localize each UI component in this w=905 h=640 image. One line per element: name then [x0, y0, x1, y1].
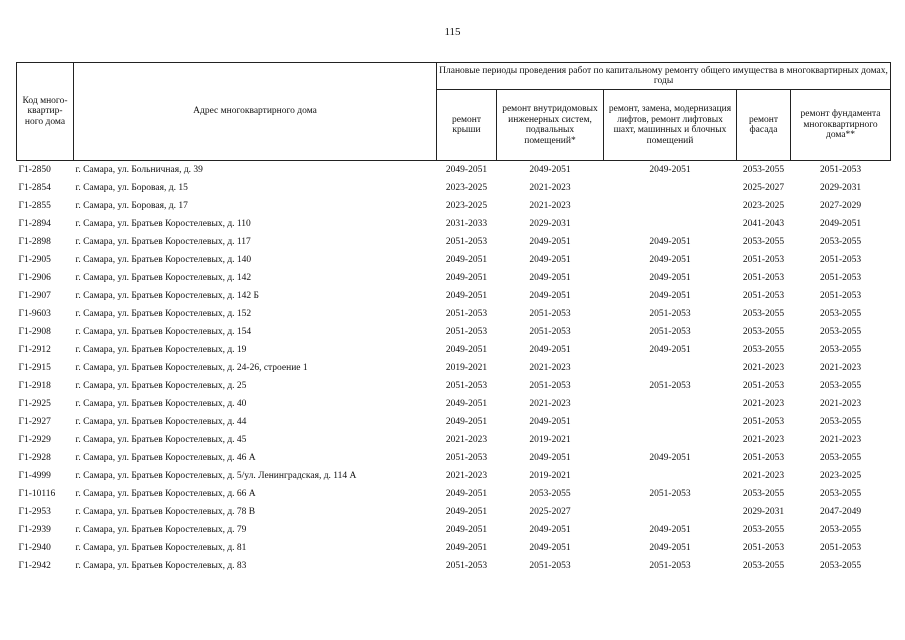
cell-systems: 2049-2051: [529, 345, 571, 355]
table-row: [17, 305, 891, 323]
cell-lifts: [604, 215, 737, 233]
cell-address: г. Самара, ул. Братьев Коростелевых, д. 78 В: [75, 507, 256, 517]
cell-address: г. Самара, ул. Братьев Коростелевых, д. 25: [75, 381, 247, 391]
table-row: [17, 503, 891, 521]
table-row: [17, 197, 891, 215]
cell-roof: 2031-2033: [445, 219, 488, 229]
cell-address: г. Самара, ул. Братьев Коростелевых, д. 5/ул. Ленинградская, д. 114 А: [75, 471, 357, 481]
cell-systems: 2049-2051: [529, 417, 571, 427]
cell-facade: 2021-2023: [742, 363, 785, 373]
cell-code: Г1-2898: [18, 237, 51, 247]
cell-systems: 2049-2051: [529, 543, 571, 553]
cell-foundation: 2049-2051: [819, 219, 862, 229]
cell-address: г. Самара, ул. Братьев Коростелевых, д. 46 А: [75, 453, 256, 463]
cell-roof: 2049-2051: [445, 165, 488, 175]
cell-systems: 2049-2051: [529, 453, 571, 463]
table-row: [17, 413, 891, 431]
cell-address: г. Самара, ул. Братьев Коростелевых, д. 83: [75, 561, 247, 571]
cell-lifts: 2049-2051: [649, 543, 691, 553]
header-address: Адрес многоквартирного дома: [74, 63, 437, 161]
cell-code: Г1-2940: [18, 543, 51, 553]
cell-lifts: 2051-2053: [649, 327, 691, 337]
cell-lifts: 2051-2053: [649, 489, 691, 499]
cell-lifts: [604, 197, 737, 215]
cell-systems: 2021-2023: [529, 399, 571, 409]
cell-roof: 2049-2051: [445, 399, 488, 409]
header-systems: ремонт внутридомовых инженерных систем, подвальных помещений*: [497, 90, 604, 161]
cell-roof: 2051-2053: [445, 327, 488, 337]
table-row: [17, 323, 891, 341]
cell-roof: 2049-2051: [445, 345, 488, 355]
table-row: [17, 179, 891, 197]
cell-code: Г1-2855: [18, 201, 51, 211]
cell-facade: 2053-2055: [742, 345, 785, 355]
cell-systems: 2025-2027: [529, 507, 571, 517]
cell-foundation: 2053-2055: [819, 345, 862, 355]
header-foundation: ремонт фундамента многоквартирного дома**: [791, 90, 891, 161]
cell-systems: 2053-2055: [529, 489, 571, 499]
cell-facade: 2051-2053: [742, 291, 785, 301]
cell-roof: 2049-2051: [445, 489, 488, 499]
cell-foundation: 2027-2029: [819, 201, 862, 211]
cell-facade: 2021-2023: [742, 471, 785, 481]
cell-code: Г1-2850: [18, 165, 51, 175]
cell-address: г. Самара, ул. Братьев Коростелевых, д. 142: [75, 273, 252, 283]
cell-lifts: [604, 431, 737, 449]
cell-systems: 2051-2053: [529, 327, 571, 337]
cell-roof: 2049-2051: [445, 543, 488, 553]
cell-foundation: 2053-2055: [819, 561, 862, 571]
cell-code: Г1-9603: [18, 309, 51, 319]
cell-code: Г1-2927: [18, 417, 51, 427]
header-lifts: ремонт, замена, модернизация лифтов, ремонт лифтовых шахт, машинных и блочных помещений: [604, 90, 737, 161]
header-code: Код много-квартир-ного дома: [17, 63, 74, 161]
table-row: [17, 287, 891, 305]
cell-address: г. Самара, ул. Братьев Коростелевых, д. 142 Б: [75, 291, 259, 301]
table-row: [17, 521, 891, 539]
cell-systems: 2049-2051: [529, 255, 571, 265]
cell-roof: 2049-2051: [445, 273, 488, 283]
cell-address: г. Самара, ул. Братьев Коростелевых, д. 40: [75, 399, 247, 409]
cell-code: Г1-2854: [18, 183, 51, 193]
cell-roof: 2021-2023: [445, 435, 488, 445]
cell-foundation: 2051-2053: [819, 273, 862, 283]
cell-roof: 2049-2051: [445, 417, 488, 427]
cell-systems: 2049-2051: [529, 291, 571, 301]
cell-systems: 2021-2023: [529, 183, 571, 193]
cell-roof: 2049-2051: [445, 525, 488, 535]
page-number: 115: [444, 26, 461, 38]
table-row: [17, 269, 891, 287]
table-row: [17, 395, 891, 413]
cell-lifts: 2049-2051: [649, 165, 691, 175]
cell-address: г. Самара, ул. Братьев Коростелевых, д. 117: [75, 237, 251, 247]
cell-lifts: [604, 503, 737, 521]
cell-foundation: 2053-2055: [819, 327, 862, 337]
table-row: [17, 377, 891, 395]
table-row: [17, 251, 891, 269]
cell-facade: 2053-2055: [742, 327, 785, 337]
table-row: [17, 449, 891, 467]
cell-foundation: 2047-2049: [819, 507, 862, 517]
cell-systems: 2021-2023: [529, 201, 571, 211]
cell-lifts: [604, 467, 737, 485]
cell-facade: 2051-2053: [742, 453, 785, 463]
cell-code: Г1-2894: [18, 219, 51, 229]
cell-code: Г1-2906: [18, 273, 51, 283]
table-row: [17, 557, 891, 575]
cell-code: Г1-2918: [18, 381, 51, 391]
cell-roof: 2049-2051: [445, 291, 488, 301]
cell-roof: 2019-2021: [445, 363, 488, 373]
cell-roof: 2051-2053: [445, 561, 488, 571]
cell-lifts: 2051-2053: [649, 561, 691, 571]
cell-code: Г1-2915: [18, 363, 51, 373]
cell-roof: 2021-2023: [445, 471, 488, 481]
cell-facade: 2051-2053: [742, 417, 785, 427]
cell-address: г. Самара, ул. Братьев Коростелевых, д. 110: [75, 219, 251, 229]
cell-facade: 2053-2055: [742, 561, 785, 571]
cell-facade: 2051-2053: [742, 255, 785, 265]
cell-lifts: 2051-2053: [649, 381, 691, 391]
cell-address: г. Самара, ул. Братьев Коростелевых, д. 44: [75, 417, 247, 427]
cell-lifts: 2049-2051: [649, 453, 691, 463]
table-row: [17, 359, 891, 377]
cell-facade: 2053-2055: [742, 309, 785, 319]
cell-systems: 2019-2021: [529, 471, 571, 481]
cell-facade: 2053-2055: [742, 489, 785, 499]
cell-code: Г1-2908: [18, 327, 51, 337]
capital-repair-schedule-table: [16, 62, 891, 575]
header-roof: ремонт крыши: [437, 90, 497, 161]
cell-facade: 2053-2055: [742, 165, 785, 175]
cell-foundation: 2023-2025: [819, 471, 862, 481]
cell-systems: 2049-2051: [529, 237, 571, 247]
cell-foundation: 2053-2055: [819, 525, 862, 535]
cell-foundation: 2021-2023: [819, 399, 862, 409]
table-row: [17, 485, 891, 503]
cell-lifts: 2049-2051: [649, 255, 691, 265]
cell-lifts: 2049-2051: [649, 291, 691, 301]
cell-code: Г1-2905: [18, 255, 51, 265]
table-row: [17, 233, 891, 251]
cell-systems: 2049-2051: [529, 273, 571, 283]
cell-foundation: 2021-2023: [819, 435, 862, 445]
table-row: [17, 431, 891, 449]
cell-foundation: 2053-2055: [819, 237, 862, 247]
cell-foundation: 2053-2055: [819, 453, 862, 463]
cell-roof: 2051-2053: [445, 453, 488, 463]
cell-facade: 2053-2055: [742, 237, 785, 247]
cell-lifts: 2049-2051: [649, 345, 691, 355]
cell-lifts: [604, 395, 737, 413]
cell-systems: 2051-2053: [529, 309, 571, 319]
table-row: [17, 467, 891, 485]
cell-facade: 2029-2031: [742, 507, 785, 517]
cell-address: г. Самара, ул. Братьев Коростелевых, д. 152: [75, 309, 252, 319]
cell-address: г. Самара, ул. Больничная, д. 39: [75, 165, 203, 175]
cell-code: Г1-2912: [18, 345, 51, 355]
table-body: [17, 161, 891, 576]
cell-address: г. Самара, ул. Братьев Коростелевых, д. 66 А: [75, 489, 256, 499]
cell-systems: 2051-2053: [529, 381, 571, 391]
cell-systems: 2021-2023: [529, 363, 571, 373]
cell-address: г. Самара, ул. Братьев Коростелевых, д. 45: [75, 435, 247, 445]
cell-roof: 2049-2051: [445, 255, 488, 265]
cell-foundation: 2053-2055: [819, 309, 862, 319]
cell-lifts: 2049-2051: [649, 525, 691, 535]
cell-roof: 2051-2053: [445, 309, 488, 319]
cell-address: г. Самара, ул. Братьев Коростелевых, д. 154: [75, 327, 252, 337]
header-facade: ремонт фасада: [737, 90, 791, 161]
cell-address: г. Самара, ул. Братьев Коростелевых, д. 19: [75, 345, 247, 355]
cell-address: г. Самара, ул. Братьев Коростелевых, д. 81: [75, 543, 247, 553]
table-row: [17, 161, 891, 180]
cell-code: Г1-2907: [18, 291, 51, 301]
cell-roof: 2051-2053: [445, 237, 488, 247]
cell-foundation: 2029-2031: [819, 183, 862, 193]
header-periods: Плановые периоды проведения работ по капитальному ремонту общего имущества в многоквартирных домах, годы: [437, 63, 891, 90]
cell-code: Г1-2939: [18, 525, 51, 535]
cell-lifts: 2049-2051: [649, 237, 691, 247]
cell-facade: 2041-2043: [742, 219, 785, 229]
cell-facade: 2051-2053: [742, 543, 785, 553]
cell-code: Г1-2928: [18, 453, 51, 463]
cell-code: Г1-2942: [18, 561, 51, 571]
cell-roof: 2049-2051: [445, 507, 488, 517]
cell-foundation: 2051-2053: [819, 165, 862, 175]
cell-foundation: 2021-2023: [819, 363, 862, 373]
cell-address: г. Самара, ул. Братьев Коростелевых, д. 140: [75, 255, 252, 265]
cell-lifts: [604, 179, 737, 197]
cell-systems: 2029-2031: [529, 219, 571, 229]
cell-code: Г1-2925: [18, 399, 51, 409]
cell-roof: 2051-2053: [445, 381, 488, 391]
cell-facade: 2051-2053: [742, 273, 785, 283]
cell-foundation: 2053-2055: [819, 417, 862, 427]
cell-code: Г1-2953: [18, 507, 51, 517]
cell-lifts: [604, 413, 737, 431]
cell-lifts: [604, 359, 737, 377]
cell-foundation: 2051-2053: [819, 543, 862, 553]
cell-code: Г1-4999: [18, 471, 51, 481]
cell-roof: 2023-2025: [445, 183, 488, 193]
cell-systems: 2051-2053: [529, 561, 571, 571]
table-row: [17, 539, 891, 557]
cell-systems: 2019-2021: [529, 435, 571, 445]
cell-facade: 2025-2027: [742, 183, 785, 193]
cell-lifts: 2051-2053: [649, 309, 691, 319]
cell-roof: 2023-2025: [445, 201, 488, 211]
cell-facade: 2023-2025: [742, 201, 785, 211]
cell-address: г. Самара, ул. Братьев Коростелевых, д. 24-26, строение 1: [75, 363, 308, 373]
cell-systems: 2049-2051: [529, 165, 571, 175]
table-row: [17, 215, 891, 233]
cell-foundation: 2051-2053: [819, 291, 862, 301]
cell-code: Г1-2929: [18, 435, 51, 445]
cell-address: г. Самара, ул. Братьев Коростелевых, д. 79: [75, 525, 247, 535]
cell-address: г. Самара, ул. Боровая, д. 15: [75, 183, 188, 193]
cell-foundation: 2051-2053: [819, 255, 862, 265]
cell-facade: 2021-2023: [742, 399, 785, 409]
cell-foundation: 2053-2055: [819, 381, 862, 391]
cell-systems: 2049-2051: [529, 525, 571, 535]
cell-code: Г1-10116: [18, 489, 56, 499]
cell-facade: 2053-2055: [742, 525, 785, 535]
cell-foundation: 2053-2055: [819, 489, 862, 499]
cell-address: г. Самара, ул. Боровая, д. 17: [75, 201, 188, 211]
cell-facade: 2021-2023: [742, 435, 785, 445]
cell-lifts: 2049-2051: [649, 273, 691, 283]
cell-facade: 2051-2053: [742, 381, 785, 391]
table-row: [17, 341, 891, 359]
